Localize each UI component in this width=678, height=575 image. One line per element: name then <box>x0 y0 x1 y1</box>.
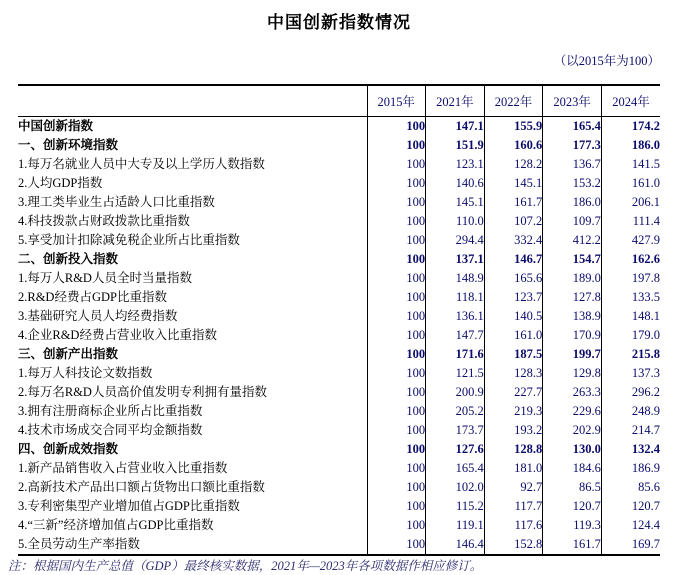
index-value: 248.9 <box>601 402 660 421</box>
row-label: 4.科技拨款占财政拨款比重指数 <box>18 213 190 228</box>
index-value: 100 <box>367 250 426 269</box>
row-label: 5.享受加计扣除减免税企业所占比重指数 <box>18 232 240 247</box>
index-value: 161.7 <box>543 535 602 555</box>
index-value: 100 <box>367 174 426 193</box>
index-value: 152.8 <box>484 535 543 555</box>
table-row <box>18 383 660 402</box>
index-value: 123.7 <box>484 288 543 307</box>
table-row <box>18 307 660 326</box>
index-value: 119.3 <box>543 516 602 535</box>
table-row <box>18 174 660 193</box>
index-value: 197.8 <box>601 269 660 288</box>
index-value: 100 <box>367 535 426 555</box>
index-value: 117.6 <box>484 516 543 535</box>
table-row <box>18 478 660 497</box>
index-value: 100 <box>367 193 426 212</box>
index-value: 140.5 <box>484 307 543 326</box>
index-value: 110.0 <box>426 212 485 231</box>
table-row <box>18 326 660 345</box>
index-value: 127.8 <box>543 288 602 307</box>
row-label: 2.每万名R&D人员高价值发明专利拥有量指数 <box>18 384 267 399</box>
index-value: 219.3 <box>484 402 543 421</box>
index-value: 141.5 <box>601 155 660 174</box>
table-row <box>18 136 660 155</box>
row-label: 3.理工类毕业生占适龄人口比重指数 <box>18 194 215 209</box>
year-column-header: 2023年 <box>543 85 602 116</box>
index-value: 177.3 <box>543 136 602 155</box>
index-value: 100 <box>367 402 426 421</box>
index-value: 124.4 <box>601 516 660 535</box>
row-label: 2.R&D经费占GDP比重指数 <box>18 289 167 304</box>
row-label: 2.高新技术产品出口额占货物出口额比重指数 <box>18 479 265 494</box>
index-value: 173.7 <box>426 421 485 440</box>
index-value: 200.9 <box>426 383 485 402</box>
index-value: 169.7 <box>601 535 660 555</box>
table-row <box>18 212 660 231</box>
page-title: 中国创新指数情况 <box>267 13 411 32</box>
index-value: 186.0 <box>543 193 602 212</box>
index-value: 136.7 <box>543 155 602 174</box>
table-row <box>18 535 660 555</box>
index-value: 100 <box>367 116 426 136</box>
index-value: 123.1 <box>426 155 485 174</box>
index-value: 186.0 <box>601 136 660 155</box>
row-label: 1.每万名就业人员中大专及以上学历人数指数 <box>18 156 265 171</box>
index-value: 137.3 <box>601 364 660 383</box>
year-column-header: 2015年 <box>367 85 426 116</box>
year-column-header: 2022年 <box>484 85 543 116</box>
table-row <box>18 345 660 364</box>
index-value: 147.1 <box>426 116 485 136</box>
index-value: 165.4 <box>426 459 485 478</box>
index-value: 100 <box>367 155 426 174</box>
index-value: 147.7 <box>426 326 485 345</box>
index-value: 120.7 <box>543 497 602 516</box>
index-value: 215.8 <box>601 345 660 364</box>
table-row <box>18 288 660 307</box>
index-value: 412.2 <box>543 231 602 250</box>
table-row <box>18 116 660 136</box>
index-value: 133.5 <box>601 288 660 307</box>
index-value: 136.1 <box>426 307 485 326</box>
row-label: 二、创新投入指数 <box>18 251 119 266</box>
row-label: 1.新产品销售收入占营业收入比重指数 <box>18 460 228 475</box>
row-label: 4.“三新”经济增加值占GDP比重指数 <box>18 517 214 532</box>
index-value: 100 <box>367 497 426 516</box>
index-value: 100 <box>367 307 426 326</box>
index-value: 206.1 <box>601 193 660 212</box>
index-value: 199.7 <box>543 345 602 364</box>
index-value: 140.6 <box>426 174 485 193</box>
index-value: 100 <box>367 421 426 440</box>
index-value: 127.6 <box>426 440 485 459</box>
index-value: 120.7 <box>601 497 660 516</box>
table-row <box>18 269 660 288</box>
index-value: 263.3 <box>543 383 602 402</box>
index-value: 229.6 <box>543 402 602 421</box>
index-value: 160.6 <box>484 136 543 155</box>
index-value: 129.8 <box>543 364 602 383</box>
index-value: 162.6 <box>601 250 660 269</box>
index-value: 85.6 <box>601 478 660 497</box>
table-body <box>18 116 660 555</box>
index-value: 186.9 <box>601 459 660 478</box>
table-row <box>18 250 660 269</box>
footnote: 注：根据国内生产总值（GDP）最终核实数据，2021年—2023年各项数据作相应修订。 <box>8 559 483 573</box>
index-value: 146.4 <box>426 535 485 555</box>
row-label: 2.人均GDP指数 <box>18 175 103 190</box>
index-value: 138.9 <box>543 307 602 326</box>
index-value: 161.7 <box>484 193 543 212</box>
table-row <box>18 155 660 174</box>
row-label: 4.企业R&D经费占营业收入比重指数 <box>18 327 217 342</box>
row-label: 中国创新指数 <box>18 118 94 133</box>
index-value: 179.0 <box>601 326 660 345</box>
table-row <box>18 364 660 383</box>
index-value: 165.6 <box>484 269 543 288</box>
header-row <box>18 85 660 116</box>
index-value: 193.2 <box>484 421 543 440</box>
baseline-note: （以2015年为100） <box>553 54 660 68</box>
index-value: 165.4 <box>543 116 602 136</box>
index-value: 161.0 <box>601 174 660 193</box>
index-value: 171.6 <box>426 345 485 364</box>
index-value: 119.1 <box>426 516 485 535</box>
row-label: 4.技术市场成交合同平均金额指数 <box>18 422 203 437</box>
index-value: 117.7 <box>484 497 543 516</box>
index-value: 296.2 <box>601 383 660 402</box>
index-value: 161.0 <box>484 326 543 345</box>
index-value: 174.2 <box>601 116 660 136</box>
index-value: 100 <box>367 231 426 250</box>
row-label: 3.基础研究人员人均经费指数 <box>18 308 178 323</box>
index-value: 189.0 <box>543 269 602 288</box>
index-value: 100 <box>367 364 426 383</box>
index-value: 100 <box>367 383 426 402</box>
index-value: 100 <box>367 269 426 288</box>
index-value: 100 <box>367 345 426 364</box>
index-value: 155.9 <box>484 116 543 136</box>
row-label: 一、创新环境指数 <box>18 137 119 152</box>
index-value: 86.5 <box>543 478 602 497</box>
index-value: 115.2 <box>426 497 485 516</box>
row-label: 5.全员劳动生产率指数 <box>18 536 140 551</box>
table-row <box>18 421 660 440</box>
index-value: 153.2 <box>543 174 602 193</box>
year-column-header: 2024年 <box>601 85 660 116</box>
index-value: 128.3 <box>484 364 543 383</box>
table-row <box>18 516 660 535</box>
table-row <box>18 193 660 212</box>
index-value: 100 <box>367 326 426 345</box>
index-value: 170.9 <box>543 326 602 345</box>
index-value: 146.7 <box>484 250 543 269</box>
table-row <box>18 402 660 421</box>
row-label: 3.专利密集型产业增加值占GDP比重指数 <box>18 498 240 513</box>
index-value: 148.9 <box>426 269 485 288</box>
table-row <box>18 231 660 250</box>
year-column-header: 2021年 <box>426 85 485 116</box>
index-value: 107.2 <box>484 212 543 231</box>
table-row <box>18 440 660 459</box>
index-value: 187.5 <box>484 345 543 364</box>
index-value: 214.7 <box>601 421 660 440</box>
index-value: 205.2 <box>426 402 485 421</box>
index-value: 145.1 <box>484 174 543 193</box>
index-value: 92.7 <box>484 478 543 497</box>
index-value: 121.5 <box>426 364 485 383</box>
index-value: 118.1 <box>426 288 485 307</box>
index-value: 128.8 <box>484 440 543 459</box>
index-value: 100 <box>367 516 426 535</box>
index-value: 102.0 <box>426 478 485 497</box>
index-value: 100 <box>367 136 426 155</box>
index-value: 130.0 <box>543 440 602 459</box>
index-value: 132.4 <box>601 440 660 459</box>
index-value: 184.6 <box>543 459 602 478</box>
index-value: 227.7 <box>484 383 543 402</box>
row-label: 3.拥有注册商标企业所占比重指数 <box>18 403 203 418</box>
index-value: 427.9 <box>601 231 660 250</box>
index-value: 332.4 <box>484 231 543 250</box>
index-value: 100 <box>367 212 426 231</box>
row-label: 四、创新成效指数 <box>18 441 119 456</box>
index-value: 294.4 <box>426 231 485 250</box>
table-row <box>18 459 660 478</box>
corner-cell <box>18 85 367 116</box>
index-value: 154.7 <box>543 250 602 269</box>
index-value: 100 <box>367 440 426 459</box>
row-label: 三、创新产出指数 <box>18 346 119 361</box>
index-value: 145.1 <box>426 193 485 212</box>
index-value: 109.7 <box>543 212 602 231</box>
innovation-index-table <box>18 84 660 556</box>
row-label: 1.每万人R&D人员全时当量指数 <box>18 270 192 285</box>
index-value: 151.9 <box>426 136 485 155</box>
index-value: 148.1 <box>601 307 660 326</box>
index-value: 100 <box>367 459 426 478</box>
table-row <box>18 497 660 516</box>
index-value: 137.1 <box>426 250 485 269</box>
index-value: 100 <box>367 288 426 307</box>
index-value: 128.2 <box>484 155 543 174</box>
index-value: 181.0 <box>484 459 543 478</box>
row-label: 1.每万人科技论文数指数 <box>18 365 153 380</box>
index-value: 202.9 <box>543 421 602 440</box>
index-value: 100 <box>367 478 426 497</box>
index-value: 111.4 <box>601 212 660 231</box>
